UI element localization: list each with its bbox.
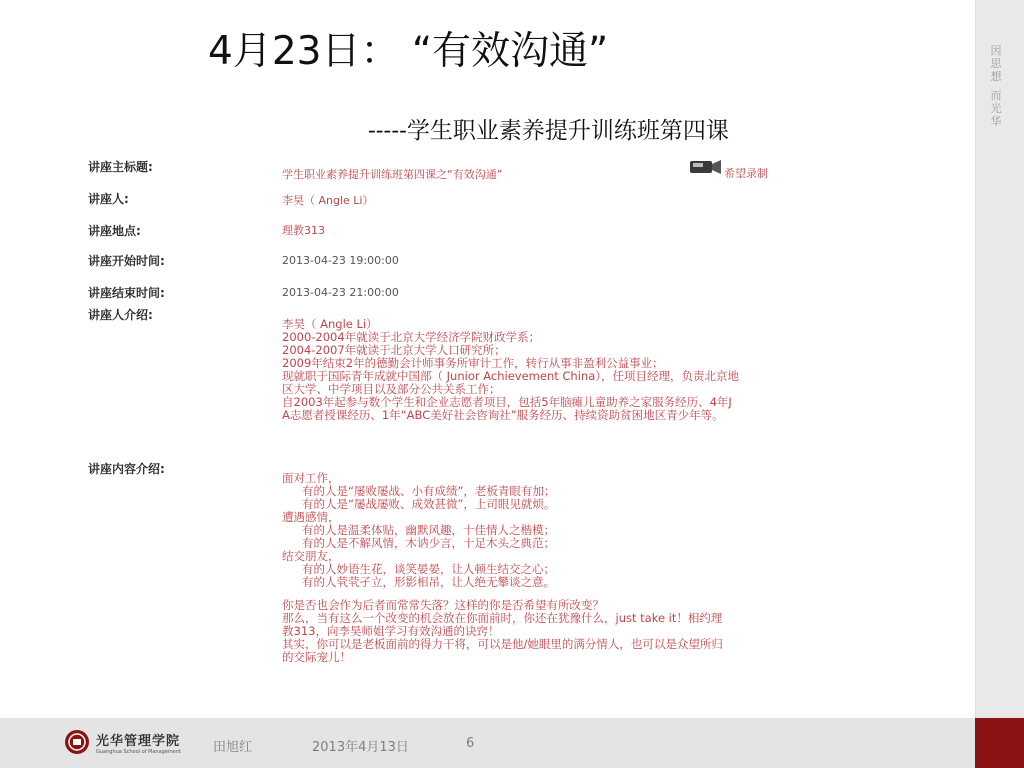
school-logo [64, 727, 181, 757]
field-label: 讲座地点: [88, 224, 141, 238]
record-label: 希望录制 [724, 167, 768, 180]
field-value: 理教313 [282, 224, 325, 237]
content-line: 有的人是温柔体贴，幽默风趣，十佳情人之楷模； [302, 523, 555, 537]
content-line: 有的人是“屡败屡战、小有成绩”，老板青眼有加； [302, 484, 556, 498]
logo-text: 光华管理学院 [96, 733, 181, 749]
side-motto [986, 44, 1006, 128]
content-line: 的交际宠儿！ [282, 650, 351, 664]
field-value: 2013-04-23 19:00:00 [282, 254, 399, 267]
content-line: 有的人是“屡战屡败、成效甚微”，上司眼见就烦。 [302, 497, 556, 511]
motto-char: 光 [990, 102, 1002, 115]
intro-text [282, 318, 739, 422]
intro-line: A志愿者授课经历、1年“ABC美好社会咨询社”服务经历、持续资助贫困地区青少年等。 [282, 408, 724, 422]
motto-char: 因 [990, 44, 1002, 57]
content-line: 有的人茕茕孑立，形影相吊，让人绝无攀谈之意。 [302, 575, 555, 589]
content-line: 那么，当有这么一个改变的机会放在你面前时，你还在犹豫什么，just take it！相约理 [282, 611, 723, 625]
footer-date: 2013年4月13日 [312, 740, 409, 755]
event-info [88, 150, 908, 710]
motto-char: 而 [990, 89, 1002, 102]
intro-line: 2004-2007年就读于北京大学人口研究所； [282, 343, 506, 357]
motto-char: 想 [990, 70, 1002, 83]
intro-line: 自2003年起参与数个学生和企业志愿者项目，包括5年脑瘫儿童助养之家服务经历、4年J [282, 395, 732, 409]
field-label: 讲座主标题: [88, 160, 153, 174]
content-line: 结交朋友， [282, 549, 340, 563]
intro-label: 讲座人介绍: [88, 308, 153, 322]
content-line: 其实，你可以是老板面前的得力干将，可以是他/她眼里的满分情人，也可以是众望所归 [282, 637, 723, 651]
content-line: 教313，向李昊师姐学习有效沟通的诀窍！ [282, 624, 500, 638]
footer-author: 田旭红 [213, 740, 253, 755]
camera-icon [688, 158, 722, 176]
content-line: 有的人是不解风情，木讷少言，十足木头之典范； [302, 536, 555, 550]
field-value: 李昊（ Angle Li） [282, 194, 374, 207]
field-value: 2013-04-23 21:00:00 [282, 286, 399, 299]
content-line: 面对工作， [282, 471, 340, 485]
field-label: 讲座人: [88, 192, 129, 206]
content-line: 有的人妙语生花，谈笑晏晏，让人顿生结交之心； [302, 562, 555, 576]
slide-title: 4月23日： “有效沟通” [208, 29, 609, 74]
seal-icon [64, 729, 90, 755]
content-label: 讲座内容介绍: [88, 462, 165, 476]
field-label: 讲座结束时间: [88, 286, 165, 300]
content-line: 遭遇感情， [282, 510, 340, 524]
intro-line: 区大学、中学项目以及部分公共关系工作； [282, 382, 501, 396]
intro-line: 2009年结束2年的德勤会计师事务所审计工作，转行从事非盈利公益事业； [282, 356, 664, 370]
intro-line: 2000-2004年就读于北京大学经济学院财政学系； [282, 330, 541, 344]
intro-line: 现就职于国际青年成就中国部（ Junior Achievement China），任项目经理，负责北京地 [282, 369, 739, 383]
content-line: 你是否也会作为后者而常常失落？这样的你是否希望有所改变？ [282, 598, 604, 612]
motto-char: 华 [990, 115, 1002, 128]
slide-subtitle: -----学生职业素养提升训练班第四课 [368, 118, 729, 144]
field-value: 学生职业素养提升训练班第四课之“有效沟通” [282, 168, 503, 181]
accent-block [975, 718, 1024, 768]
field-label: 讲座开始时间: [88, 254, 165, 268]
motto-char: 思 [990, 57, 1002, 70]
page-number: 6 [466, 736, 475, 751]
intro-line: 李昊（ Angle Li） [282, 317, 378, 331]
logo-subtext: Guanghua School of Management [96, 748, 181, 755]
content-text [282, 472, 723, 664]
